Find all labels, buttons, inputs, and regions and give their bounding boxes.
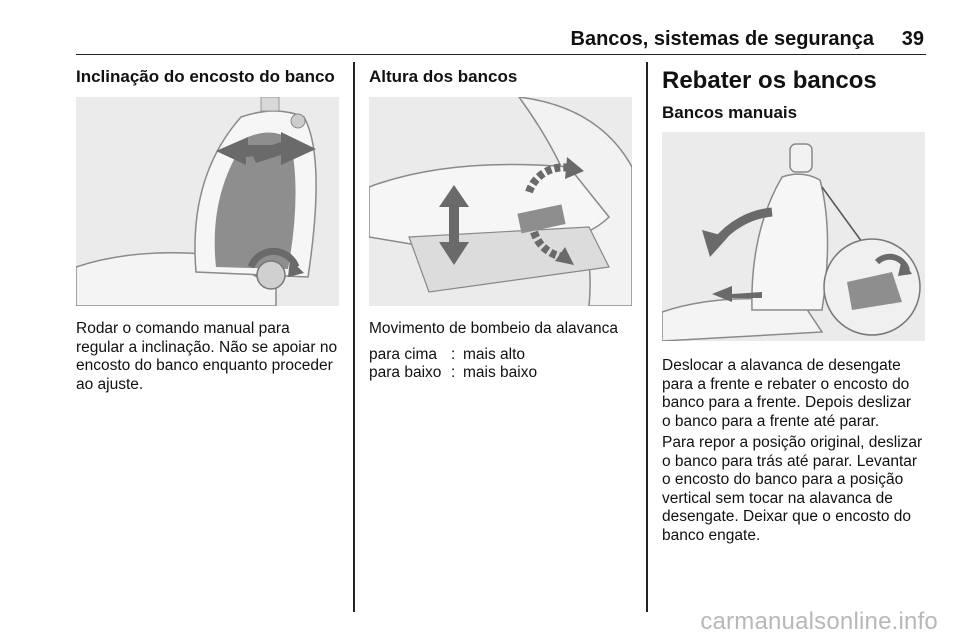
column-divider xyxy=(646,62,648,612)
manual-seats-subheading: Bancos manuais xyxy=(662,103,798,122)
page-number: 39 xyxy=(901,28,924,50)
seat-backrest-recline-icon xyxy=(76,97,339,306)
seat-fold-release-lever-icon xyxy=(662,132,925,341)
table-row: para baixo : mais baixo xyxy=(369,364,538,381)
recline-instructions: Rodar o comando manual para regular a inclinação. Não se apoiar no encosto do banco enquanto proceder ao ajuste. xyxy=(76,320,338,393)
column-divider xyxy=(353,62,355,612)
watermark: carmanualsonline.info xyxy=(700,608,938,635)
height-caption: Movimento de bombeio da alavanca xyxy=(369,320,619,337)
page-header xyxy=(76,28,926,55)
height-heading: Altura dos bancos xyxy=(369,67,518,86)
table-row: para cima : mais alto xyxy=(369,346,526,363)
fold-heading: Rebater os bancos xyxy=(662,67,877,94)
seat-height-lever-icon xyxy=(369,97,632,306)
section-title: Bancos, sistemas de segurança xyxy=(570,28,874,50)
fold-instructions-2: Para repor a posição original, deslizar o banco para trás até parar. Levantar o encosto do banco para a posição vertical sem tocar na alavanca de desengate. Deixar que o encosto do banco engate. xyxy=(662,434,923,544)
height-table xyxy=(369,346,537,382)
fold-instructions-1: Deslocar a alavanca de desengate para a frente e rebater o encosto do banco para a frente. Depois deslizar o banco para a frente até parar. xyxy=(662,357,912,430)
recline-heading: Inclinação do encosto do banco xyxy=(76,67,335,86)
